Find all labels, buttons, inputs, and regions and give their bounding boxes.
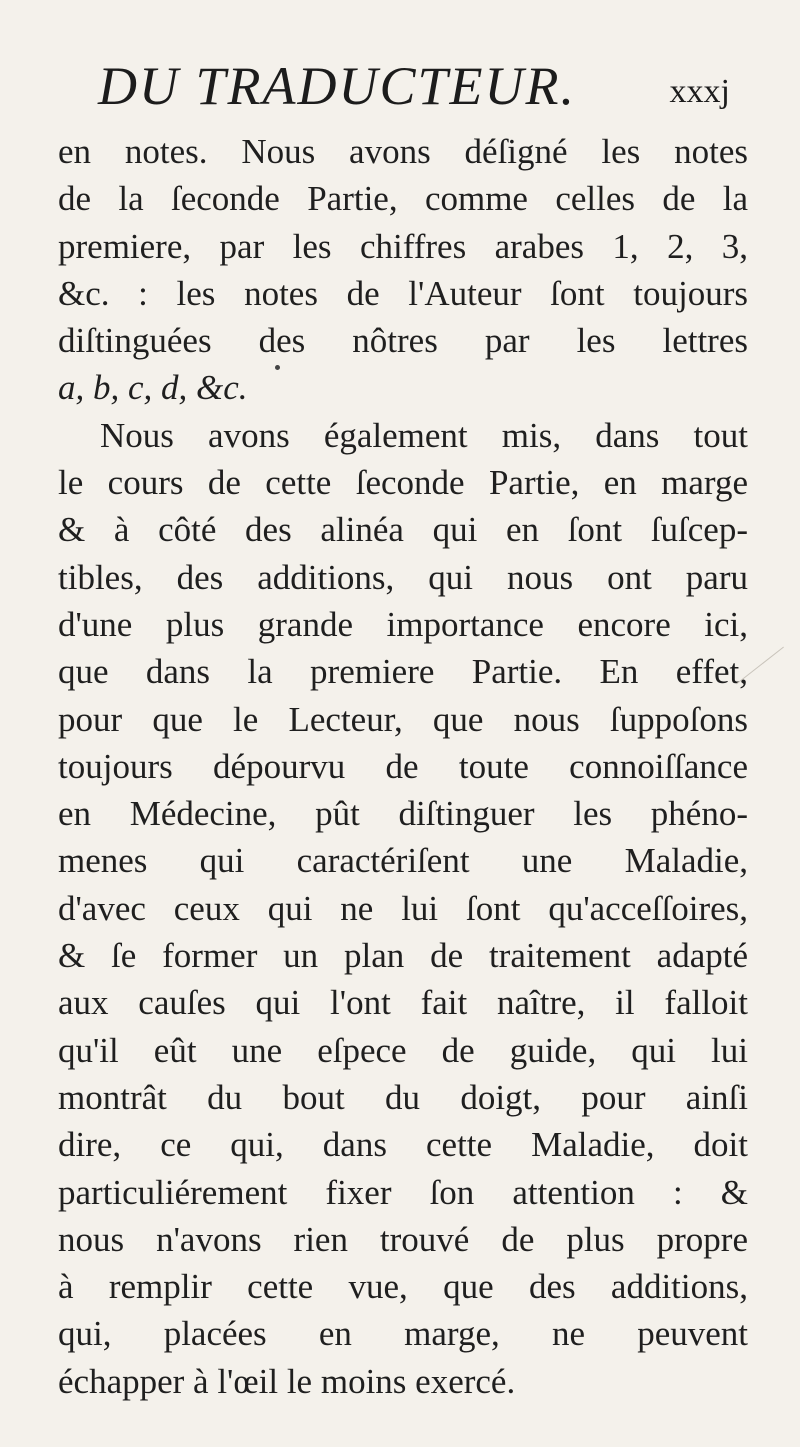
ink-speck <box>275 365 280 370</box>
text-line: le cours de cette ſeconde Partie, en marge <box>58 463 748 503</box>
text-line: &c. : les notes de l'Auteur ſont toujours <box>58 273 748 313</box>
text-line: premiere, par les chiffres arabes 1, 2, 3, <box>58 226 748 266</box>
text-line: de la ſeconde Partie, comme celles de la <box>58 179 748 219</box>
text-line: menes qui caractériſent une Maladie, <box>58 841 748 881</box>
text-line: échapper à l'œil le moins exercé. <box>58 1361 516 1401</box>
text-line: aux cauſes qui l'ont fait naître, il falloit <box>58 983 748 1023</box>
text-line: à remplir cette vue, que des additions, <box>58 1267 748 1307</box>
header-title: DU TRADUCTEUR. <box>98 56 577 116</box>
text-line: toujours dépourvu de toute connoiſſance <box>58 746 748 786</box>
text-line: tibles, des additions, qui nous ont paru <box>58 557 748 597</box>
text-line: en Médecine, pût diſtinguer les phéno- <box>58 794 748 834</box>
text-line: a, b, c, d, &c. <box>58 368 248 408</box>
text-line: nous n'avons rien trouvé de plus propre <box>58 1219 748 1259</box>
text-line: & ſe former un plan de traitement adapté <box>58 936 748 976</box>
text-line: diſtinguées des nôtres par les lettres <box>58 321 748 361</box>
text-line: que dans la premiere Partie. En effet, <box>58 652 748 692</box>
text-line: montrât du bout du doigt, pour ainſi <box>58 1077 748 1117</box>
text-line: particuliérement fixer ſon attention : & <box>58 1172 748 1212</box>
text-line: & à côté des alinéa qui en ſont ſuſcep- <box>58 510 748 550</box>
text-line: d'avec ceux qui ne lui ſont qu'acceſſoires, <box>58 888 748 928</box>
paragraph-start-line: Nous avons également mis, dans tout <box>100 415 748 455</box>
page-number: xxxj <box>669 73 730 110</box>
text-line: d'une plus grande importance encore ici, <box>58 604 748 644</box>
text-line: en notes. Nous avons déſigné les notes <box>58 132 748 171</box>
text-line: dire, ce qui, dans cette Maladie, doit <box>58 1125 748 1165</box>
body-text <box>58 128 748 1405</box>
text-line: qui, placées en marge, ne peuvent <box>58 1314 748 1354</box>
running-header <box>98 55 730 116</box>
text-line: pour que le Lecteur, que nous ſuppoſons <box>58 699 748 739</box>
text-line: qu'il eût une eſpece de guide, qui lui <box>58 1030 748 1070</box>
